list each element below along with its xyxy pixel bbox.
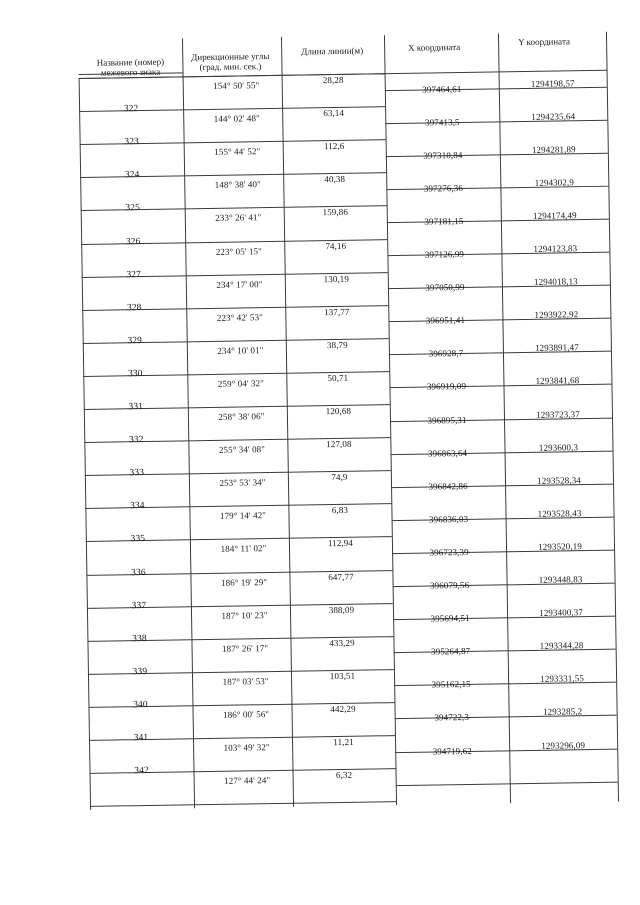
x-coordinate-cell: 397181,15 — [424, 215, 464, 227]
y-coordinate-cell: 1293296,09 — [541, 739, 586, 751]
segment-row-rule — [189, 503, 391, 507]
x-coordinate-cell: 397413,5 — [424, 116, 460, 128]
direction-angle-cell: 187° 26' 17" — [221, 642, 269, 654]
mark-number: 322 — [123, 104, 139, 115]
direction-angle-cell: 234° 17' 00" — [216, 278, 263, 290]
segment-row-rule — [188, 404, 390, 408]
direction-angle-cell: 154° 50' 55" — [213, 80, 260, 91]
direction-angle-cell: 155° 44' 52" — [214, 146, 261, 158]
y-coordinate-cell: 1294018,13 — [533, 276, 578, 288]
direction-angle-cell: 253° 53' 34" — [219, 477, 266, 489]
y-coordinate-cell: 1293331,55 — [540, 673, 585, 685]
direction-angle-cell: 234° 10' 01" — [217, 344, 264, 356]
segment-row-rule — [190, 570, 392, 574]
mark-number: 325 — [125, 203, 141, 214]
x-coordinate-cell: 396723,39 — [429, 546, 469, 558]
line-length-cell: 130,19 — [323, 273, 350, 284]
direction-angle-cell: 103° 49' 32" — [223, 742, 270, 753]
segment-row-rule — [184, 172, 386, 176]
x-coordinate-cell: 396842,86 — [428, 480, 468, 492]
line-length-cell: 112,94 — [327, 538, 354, 549]
direction-angle-cell: 179° 14' 42" — [219, 510, 267, 522]
mark-number: 336 — [131, 567, 146, 578]
mark-number: 342 — [134, 766, 149, 777]
segment-row-rule — [192, 702, 394, 706]
line-length-cell: 6,32 — [335, 769, 353, 781]
x-coordinate-cell: 396863,64 — [427, 447, 468, 459]
mark-number: 324 — [124, 170, 140, 181]
header-y-coordinate: Y координата — [518, 36, 571, 48]
y-coordinate-cell: 1293922,92 — [534, 309, 579, 321]
mark-number: 337 — [131, 600, 147, 611]
coord-row-rule — [391, 450, 613, 454]
direction-angle-cell: 223° 05' 15" — [215, 245, 262, 257]
direction-angle-cell: 233° 26' 41" — [215, 212, 262, 224]
direction-angle-cell: 187° 03' 53" — [222, 675, 269, 687]
x-coordinate-cell: 397050,99 — [425, 282, 465, 293]
x-coordinate-cell: 396895,31 — [427, 414, 467, 426]
mark-number: 334 — [129, 501, 145, 512]
boundary-coordinates-table — [78, 32, 618, 820]
segment-row-rule — [185, 239, 387, 243]
y-coordinate-cell: 1293600,3 — [538, 441, 579, 453]
segment-row-rule — [190, 537, 392, 541]
line-length-cell: 74,9 — [331, 472, 348, 483]
mark-row-rule — [79, 76, 183, 79]
line-length-cell: 388,09 — [328, 604, 355, 615]
direction-angle-cell: 258° 38' 06" — [218, 411, 265, 422]
line-length-cell: 103,51 — [329, 670, 356, 681]
y-coordinate-cell: 1293841,68 — [535, 375, 580, 387]
direction-angle-cell: 259° 04' 32" — [217, 378, 265, 389]
direction-angle-cell: 187° 10' 23" — [221, 609, 268, 621]
x-coordinate-cell: 394719,62 — [432, 745, 472, 757]
mark-number: 338 — [132, 633, 147, 644]
line-length-cell: 442,29 — [330, 703, 356, 715]
mark-number: 329 — [127, 335, 143, 347]
direction-angle-cell: 127° 44' 24" — [224, 775, 271, 786]
segment-row-rule — [194, 801, 396, 805]
direction-angle-cell: 148° 38' 40" — [214, 179, 261, 191]
segment-row-rule — [186, 272, 388, 276]
x-coordinate-cell: 396079,56 — [429, 579, 470, 591]
segment-row-rule — [189, 470, 391, 474]
segment-row-rule — [188, 437, 390, 441]
mark-number: 328 — [126, 302, 142, 313]
header-direction-angle: Дирекционные углы (град. мин. сек.) — [191, 50, 270, 73]
mark-row-rule — [90, 804, 194, 807]
y-coordinate-cell: 1294123,83 — [533, 243, 578, 254]
mark-number: 326 — [125, 236, 141, 247]
x-coordinate-cell: 394722,3 — [434, 712, 470, 723]
y-coordinate-cell: 1293528,43 — [537, 507, 582, 519]
y-coordinate-cell: 1293723,37 — [535, 408, 580, 420]
y-coordinate-cell: 1293400,37 — [539, 607, 584, 618]
y-coordinate-cell: 1293520,19 — [538, 541, 582, 552]
segment-row-rule — [183, 73, 385, 77]
line-length-cell: 28,28 — [322, 74, 344, 86]
mark-number: 323 — [124, 137, 139, 148]
y-coordinate-cell: 1294235,64 — [531, 110, 576, 122]
coord-row-rule — [386, 186, 608, 190]
line-length-cell: 120,68 — [325, 405, 352, 417]
table-column-rule — [79, 78, 92, 810]
line-length-cell: 647,77 — [328, 571, 354, 582]
x-coordinate-cell: 397126,99 — [424, 249, 465, 260]
segment-row-rule — [185, 206, 387, 210]
line-length-cell: 6,83 — [331, 505, 349, 516]
direction-angle-cell: 144° 02' 48" — [213, 113, 260, 124]
y-coordinate-cell: 1293285,2 — [542, 706, 583, 718]
coord-row-rule — [396, 781, 618, 785]
y-coordinate-cell: 1293344,28 — [539, 640, 584, 652]
y-coordinate-cell: 1293528,34 — [537, 474, 581, 486]
direction-angle-cell: 186° 00' 56" — [222, 708, 270, 720]
segment-row-rule — [186, 305, 388, 309]
x-coordinate-cell: 397276,36 — [423, 182, 464, 194]
mark-number: 339 — [132, 666, 148, 678]
y-coordinate-cell: 1294302,9 — [534, 177, 574, 188]
segment-row-rule — [184, 139, 386, 143]
line-length-cell: 137,77 — [324, 306, 350, 317]
x-coordinate-cell: 395162,15 — [431, 679, 471, 690]
line-length-cell: 74,16 — [325, 240, 347, 251]
x-coordinate-cell: 396919,09 — [426, 381, 467, 392]
segment-row-rule — [192, 669, 394, 673]
y-coordinate-cell: 1293891,47 — [534, 342, 579, 354]
table-column-rule — [182, 38, 195, 808]
x-coordinate-cell: 397464,61 — [422, 83, 462, 95]
y-coordinate-cell: 1293448,83 — [538, 574, 583, 585]
mark-number: 330 — [127, 368, 143, 380]
line-length-cell: 63,14 — [323, 107, 345, 119]
line-length-cell: 433,29 — [329, 637, 355, 648]
line-length-cell: 40,38 — [324, 174, 346, 185]
mark-number: 340 — [133, 699, 148, 711]
x-coordinate-cell: 395264,87 — [430, 646, 471, 657]
x-coordinate-cell: 396951,41 — [425, 315, 466, 326]
segment-row-rule — [193, 735, 395, 739]
line-length-cell: 11,21 — [333, 736, 354, 748]
mark-number: 335 — [130, 534, 146, 545]
y-coordinate-cell: 1294174,49 — [532, 210, 577, 221]
mark-number: 331 — [128, 402, 144, 413]
header-mark-name: Название (номер) межевого знака — [96, 56, 165, 78]
header-line-length: Длина линии(м) — [301, 45, 364, 57]
coord-row-rule — [395, 715, 617, 719]
x-coordinate-cell: 397310,84 — [423, 149, 463, 161]
x-coordinate-cell: 396836,03 — [428, 513, 469, 525]
mark-number: 333 — [129, 468, 145, 479]
x-coordinate-cell: 396928,7 — [428, 348, 464, 359]
mark-number: 332 — [128, 435, 144, 446]
direction-angle-cell: 184° 11' 02" — [220, 543, 267, 555]
header-x-coordinate: X координата — [408, 41, 461, 53]
direction-angle-cell: 255° 34' 08" — [218, 444, 266, 455]
mark-number: 327 — [126, 269, 142, 280]
segment-row-rule — [191, 603, 393, 607]
line-length-cell: 50,71 — [327, 372, 349, 384]
direction-angle-cell: 223° 42' 53" — [216, 311, 264, 323]
line-length-cell: 112,6 — [323, 141, 345, 152]
segment-row-rule — [187, 371, 389, 375]
line-length-cell: 38,79 — [326, 339, 348, 350]
y-coordinate-cell: 1294198,57 — [530, 77, 575, 89]
segment-row-rule — [183, 106, 385, 110]
line-length-cell: 159,86 — [322, 207, 348, 218]
segment-row-rule — [194, 768, 396, 772]
segment-row-rule — [191, 636, 393, 640]
y-coordinate-cell: 1294281,89 — [531, 143, 576, 155]
line-length-cell: 127,08 — [326, 438, 352, 450]
x-coordinate-cell: 395694,51 — [430, 613, 470, 624]
table-column-rule — [281, 37, 294, 807]
direction-angle-cell: 186° 19' 29" — [220, 576, 268, 588]
mark-number: 341 — [133, 732, 149, 744]
segment-row-rule — [187, 338, 389, 342]
